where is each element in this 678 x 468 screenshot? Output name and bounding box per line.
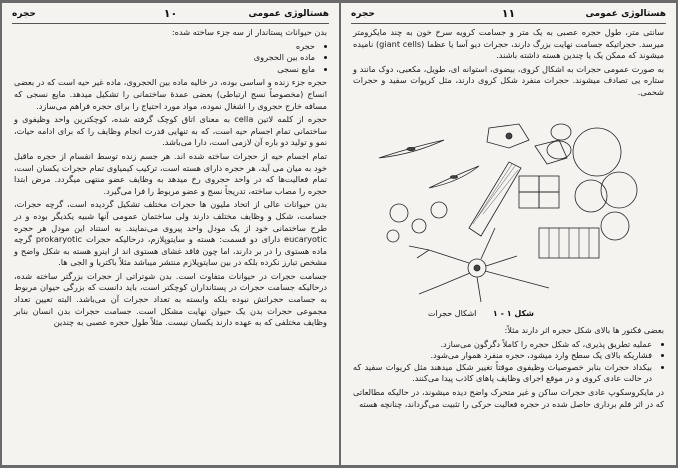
factors-intro: بعضی فکتور ها بالای شکل حجره اثر دارند مثلاً:	[504, 325, 664, 335]
factors-list	[353, 339, 664, 385]
list-item: • ماده بین الحجروی	[14, 52, 315, 64]
left-page-body	[14, 27, 327, 331]
right-page	[341, 3, 676, 465]
paragraph: به صورت عمومی حجرات به اشکال کروی، بیضوی، استوانه ای، طویل، مکعبی، دوک مانند و ستاره یی تصادف میشوند. حجرات منفرد شکل کروی دارند، مثل کریوات سفید و حجرات شحمی.	[353, 63, 664, 97]
page-number: ۱۱	[501, 7, 516, 20]
list-item: • مایع نسجی	[14, 64, 315, 76]
page-number: ۱۰	[163, 7, 178, 20]
book-title: هستالوژی عمومی	[248, 9, 329, 19]
cell-shapes-figure	[369, 118, 639, 308]
book-title: هستالوژی عمومی	[585, 9, 666, 19]
paragraph: حجره از کلمه لاتین cella به معنای اتاق کوچک گرفته شده، کوچکترین واحد وظیفوی و ساختمانی تمام اجسام حیه است، که به تنهایی قدرت انجام وظایف را که برای ادامه حیات، نمو و تولید دو باره آن لازمی است، دارا می‌باشد.	[14, 114, 327, 148]
section-title: حجره	[12, 9, 36, 19]
list-item: • حجره	[14, 41, 315, 53]
page-header	[351, 9, 666, 24]
paragraph: در مایکروسکوپ عادی حجرات ساکن و غیر متحرک واضح دیده میشوند، در حالیکه مطالعاتی که در اثر فلم برداری حاصل شده در حجره فعالیت حرکی را تثبیت می‌گرداند، چنانچه هسته	[353, 386, 664, 409]
right-page-bottom-text	[353, 325, 664, 412]
figure-caption	[401, 309, 561, 318]
paragraph: تمام اجسام حیه از حجرات ساخته شده اند. هر جسم زنده توسط انقسام از حجره ماقبل خود به میان می آید، هر حجره دارای هسته است، ترکیب کیمیاوی تمام حجرات یکسان است، تمام فعالیت‌ها که در واحد حجروی رخ میدهد به وظایف عضو منتهی میگردد. مرض ابتدا حجره را مصاب ساخته، تدریجاً نسج و عضو مربوط را فرا می‌گیرد.	[14, 150, 327, 196]
paragraph: جسامت حجرات در حیوانات متفاوت است. بدن شوتراتی از حجرات بزرگتر ساخته شده، درحالیکه جسامت حجرات در پستانداران کوچکتر است، باید دانست که بزرگی حیوان مربوط به جسامت حجراتش نبوده بلکه وابسته به تعداد حجرات آن می‌باشد. البته تعیین تعداد مجموعی حجرات بدن یک حیوان نهایت مشکل است. جسامت حجرات بدن انسان بنابر وظایف مختلفی که به عهده دارند یکسان نیست. مثلاً طول حجره عصبی به چندین	[14, 270, 327, 328]
right-page-top-text	[353, 27, 664, 101]
intro-line: بدن حیوانات پستاندار از سه جزء ساخته شده:	[171, 27, 327, 37]
figure-label: اشکال حجرات	[427, 309, 477, 318]
page-header	[12, 9, 329, 24]
paragraph: حجره جزء زنده و اساسی بوده، در خالیه ماده بین الحجروی، ماده غیر حیه است که در بعضی انساج (مخصوصاً نسج ارتباطی) بعضی عمدهٔ ساختمانی را تشکیل میدهد. مایع نسجی که مسافه خارج حجروی را اشغال نموده، مواد مورد احتیاج را برای حجره فراهم می‌سازد.	[14, 77, 327, 111]
paragraph: سانتی متر، طول حجره عصبی به یک متر و جسامت کرویه سرخ خون به چند مایکرومتر میرسد. حجراتیکه جسامت نهایت بزرگ دارند، حجرات دیو آسا یا عظما (giant cells) نامیده میشوند که ممکن یک یا چندین هسته داشته باشند.	[353, 27, 665, 61]
paragraph: بدن حیوانات عالی از اتحاد ملیون ها حجرات مختلف تشکیل گردیده است، گرچه حجرات، جسامت، شکل و وظایف مختلف دارند ولی ساختمان عمومی آنها شبیه یکدیگر بوده و در طرح ساختمانی خود از یک مودل واحد پیروی می‌نمایند. به استناد این مودل هر حجره eucaryotic دارای دو قسمت: هسته و سایتوپلازم، درحالیکه حجرات prokaryotic گرچه ماده هستوی را در بر دارند، اما چون فاقد غشای هستوی اند از اینرو هسته به شکل واضح و مشخص تبارز نکرده بلکه در بین سایتوپلازم منتشر میباشد مثلاً باکتریا و الجی ها.	[14, 199, 327, 268]
figure-number: شکل ۱ - ۱	[492, 309, 535, 318]
left-page	[2, 3, 339, 465]
section-title: حجره	[351, 9, 375, 19]
list-item: • بیکداد حجرات بنابر خصوصیات وظیفوی موقتاً تغییر شکل میدهند مثل کریوات سفید که در حالت عادی کروی و در موقع اجرای وظایف پاهای کاذب پیدا می‌کنند.	[353, 362, 652, 385]
list-item: • عملیه تطریق پذیری، که شکل حجره را کاملاً دگرگون می‌سازد.	[353, 339, 652, 351]
list-item: • فشاریکه بالای یک سطح وارد میشود، حجره منفرد هموار می‌شود.	[353, 350, 652, 362]
cell-components-list	[14, 41, 327, 76]
